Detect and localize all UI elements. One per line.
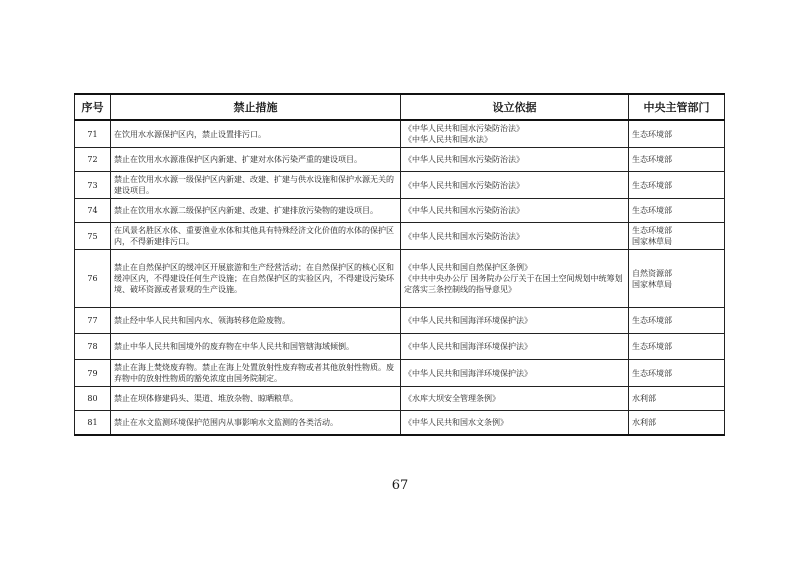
page-number: 67 bbox=[391, 478, 409, 493]
dept-line: 生态环境部 bbox=[632, 206, 672, 215]
row-number: 79 bbox=[75, 360, 111, 387]
basis-line: 《中华人民共和国海洋环境保护法》 bbox=[404, 368, 532, 378]
dept-line: 生态环境部 bbox=[632, 316, 672, 325]
basis-line: 《中华人民共和国海洋环境保护法》 bbox=[404, 342, 532, 351]
header-basis: 设立依据 bbox=[401, 94, 629, 120]
basis-line: 《中华人民共和国水污染防治法》 bbox=[404, 124, 524, 133]
basis-cell bbox=[401, 387, 629, 411]
table-row bbox=[75, 172, 725, 199]
basis-cell bbox=[401, 199, 629, 223]
dept-cell bbox=[629, 172, 725, 199]
header-measure: 禁止措施 bbox=[111, 94, 401, 120]
dept-line: 水利部 bbox=[632, 417, 656, 427]
dept-cell bbox=[629, 120, 725, 148]
row-number: 75 bbox=[75, 223, 111, 250]
basis-cell bbox=[401, 360, 629, 387]
dept-line: 生态环境部 bbox=[632, 129, 672, 139]
table-row bbox=[75, 199, 725, 223]
dept-line: 国家林草局 bbox=[632, 279, 672, 289]
row-number: 77 bbox=[75, 308, 111, 334]
measure-cell bbox=[111, 334, 401, 360]
dept-line: 水利部 bbox=[632, 394, 656, 403]
dept-cell bbox=[629, 308, 725, 334]
table-row bbox=[75, 308, 725, 334]
basis-line: 《中共中央办公厅 国务院办公厅关于在国土空间规划中统筹划定落实三条控制线的指导意见》 bbox=[404, 274, 623, 294]
measure-text: 禁止在饮用水水源二级保护区内新建、改建、扩建排放污染物的建设项目。 bbox=[114, 206, 378, 215]
dept-cell bbox=[629, 223, 725, 250]
dept-line: 生态环境部 bbox=[632, 155, 672, 164]
row-number: 73 bbox=[75, 172, 111, 199]
dept-cell bbox=[629, 148, 725, 172]
measure-text: 禁止经中华人民共和国内水、领海转移危险废物。 bbox=[114, 316, 290, 325]
measure-text: 禁止在自然保护区的缓冲区开展旅游和生产经营活动；在自然保护区的核心区和缓冲区内，不得建设任何生产设施；在自然保护区的实验区内，不得建设污染环境、破坏资源或者景观的生产设施。 bbox=[114, 263, 394, 294]
measure-text: 在风景名胜区水体、重要渔业水体和其他具有特殊经济文化价值的水体的保护区内，不得新建排污口。 bbox=[114, 226, 394, 246]
basis-cell bbox=[401, 411, 629, 435]
table-row bbox=[75, 223, 725, 250]
basis-line: 《中华人民共和国水污染防治法》 bbox=[404, 180, 524, 190]
basis-cell bbox=[401, 172, 629, 199]
row-number: 78 bbox=[75, 334, 111, 360]
basis-line: 《水库大坝安全管理条例》 bbox=[404, 394, 500, 403]
measure-cell bbox=[111, 308, 401, 334]
basis-line: 《中华人民共和国水法》 bbox=[404, 135, 492, 144]
basis-cell bbox=[401, 148, 629, 172]
measures-table bbox=[74, 93, 725, 436]
basis-cell bbox=[401, 334, 629, 360]
basis-cell bbox=[401, 308, 629, 334]
measure-text: 在饮用水水源保护区内，禁止设置排污口。 bbox=[114, 129, 266, 139]
measure-cell bbox=[111, 360, 401, 387]
dept-line: 生态环境部 bbox=[632, 226, 672, 235]
measure-text: 禁止在饮用水水源准保护区内新建、扩建对水体污染严重的建设项目。 bbox=[114, 155, 362, 164]
table-header-row bbox=[75, 94, 725, 120]
row-number: 72 bbox=[75, 148, 111, 172]
dept-cell bbox=[629, 411, 725, 435]
measure-cell bbox=[111, 387, 401, 411]
basis-cell bbox=[401, 223, 629, 250]
basis-cell bbox=[401, 120, 629, 148]
measure-text: 禁止在水文监测环境保护范围内从事影响水文监测的各类活动。 bbox=[114, 417, 338, 427]
header-dept: 中央主管部门 bbox=[629, 94, 725, 120]
table-row bbox=[75, 411, 725, 435]
dept-line: 生态环境部 bbox=[632, 368, 672, 378]
row-number: 71 bbox=[75, 120, 111, 148]
measure-cell bbox=[111, 148, 401, 172]
dept-line: 生态环境部 bbox=[632, 180, 672, 190]
table-body bbox=[75, 120, 725, 435]
basis-line: 《中华人民共和国海洋环境保护法》 bbox=[404, 316, 532, 325]
dept-cell bbox=[629, 334, 725, 360]
measure-cell bbox=[111, 172, 401, 199]
measure-text: 禁止在海上焚烧废弃物。禁止在海上处置放射性废弃物或者其他放射性物质。废弃物中的放射性物质的豁免浓度由国务院制定。 bbox=[114, 363, 394, 383]
dept-line: 自然资源部 bbox=[632, 268, 672, 278]
table-row bbox=[75, 250, 725, 308]
dept-line: 国家林草局 bbox=[632, 237, 672, 246]
table-row bbox=[75, 334, 725, 360]
dept-cell bbox=[629, 387, 725, 411]
measure-cell bbox=[111, 250, 401, 308]
basis-line: 《中华人民共和国自然保护区条例》 bbox=[404, 263, 532, 272]
table-row bbox=[75, 360, 725, 387]
table-row bbox=[75, 387, 725, 411]
measure-cell bbox=[111, 120, 401, 148]
measure-cell bbox=[111, 199, 401, 223]
table-row bbox=[75, 120, 725, 148]
dept-line: 生态环境部 bbox=[632, 342, 672, 351]
row-number: 80 bbox=[75, 387, 111, 411]
row-number: 76 bbox=[75, 250, 111, 308]
row-number: 74 bbox=[75, 199, 111, 223]
dept-cell bbox=[629, 360, 725, 387]
measure-cell bbox=[111, 223, 401, 250]
dept-cell bbox=[629, 250, 725, 308]
measure-text: 禁止在坝体修建码头、渠道、堆放杂物、晾晒粮草。 bbox=[114, 394, 298, 403]
basis-line: 《中华人民共和国水污染防治法》 bbox=[404, 155, 524, 164]
measure-cell bbox=[111, 411, 401, 435]
row-number: 81 bbox=[75, 411, 111, 435]
header-num: 序号 bbox=[75, 94, 111, 120]
dept-cell bbox=[629, 199, 725, 223]
basis-cell bbox=[401, 250, 629, 308]
measure-text: 禁止中华人民共和国境外的废弃物在中华人民共和国管辖海域倾倒。 bbox=[114, 342, 354, 351]
table-row bbox=[75, 148, 725, 172]
basis-line: 《中华人民共和国水污染防治法》 bbox=[404, 206, 524, 215]
basis-line: 《中华人民共和国水文条例》 bbox=[404, 417, 508, 427]
measure-text: 禁止在饮用水水源一级保护区内新建、改建、扩建与供水设施和保护水源无关的建设项目。 bbox=[114, 175, 394, 195]
basis-line: 《中华人民共和国水污染防治法》 bbox=[404, 231, 524, 241]
